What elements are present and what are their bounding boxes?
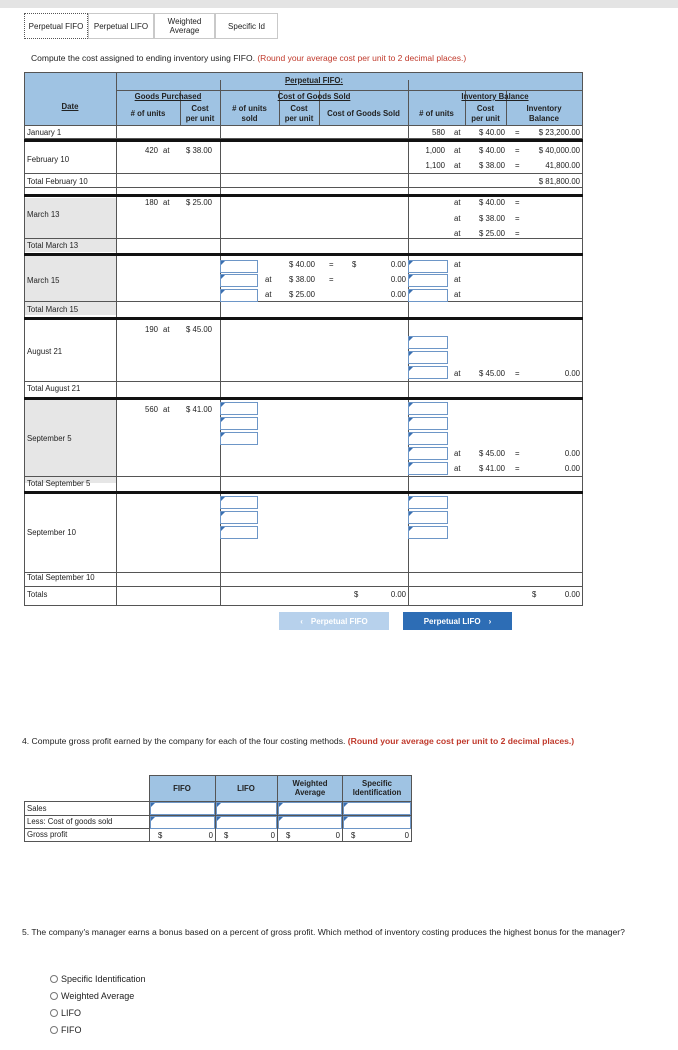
aug21-inv-cost: $ 45.00 xyxy=(479,369,506,378)
radio-weighted-average[interactable] xyxy=(50,991,134,1001)
tab-weighted-average-label: Weighted Average xyxy=(167,17,202,35)
sep10-units-sold-input-2[interactable] xyxy=(220,511,258,524)
gp-specific-value: 0 xyxy=(404,831,409,840)
radio-fifo[interactable] xyxy=(50,1025,82,1035)
sep5-inv-cost-2: $ 41.00 xyxy=(479,464,506,473)
feb10-inv-units-1: 1,000 xyxy=(425,146,445,155)
header-inv-per-unit: per unit xyxy=(471,114,500,123)
mar15-units-sold-input-3[interactable] xyxy=(220,289,258,302)
sep5-purchase-at: at xyxy=(163,405,170,414)
mar15-at-3: at xyxy=(265,290,272,299)
mar13-inv-cost-1: $ 40.00 xyxy=(479,198,506,207)
row-label-totals: Totals xyxy=(27,590,48,599)
mar15-at-2: at xyxy=(265,275,272,284)
mar15-units-sold-input-2[interactable] xyxy=(220,274,258,287)
sep5-units-sold-input-2[interactable] xyxy=(220,417,258,430)
sep5-eq-1: = xyxy=(515,449,520,458)
gp-wa-value: 0 xyxy=(335,831,340,840)
mar15-inv-at-1: at xyxy=(454,260,461,269)
mar15-inv-at-2: at xyxy=(454,275,461,284)
gp-col-specific-identification: Specific Identification xyxy=(352,779,402,797)
mar15-cost-2: $ 38.00 xyxy=(289,275,316,284)
gp-row-sales: Sales xyxy=(27,804,47,813)
gp-fifo-value: 0 xyxy=(208,831,213,840)
header-inv-cost: Cost xyxy=(476,104,495,113)
instruction-note: (Round your average cost per unit to 2 decimal places.) xyxy=(257,53,467,63)
sep5-inv-units-input-5[interactable] xyxy=(408,462,448,475)
sep5-inv-balance-1: 0.00 xyxy=(564,449,580,458)
row-label-total-february-10: Total February 10 xyxy=(27,177,88,186)
mar15-eq-1: = xyxy=(329,260,334,269)
row-label-march-15: March 15 xyxy=(27,276,60,285)
mar13-at-1: at xyxy=(454,198,461,207)
gp-sales-specific-input[interactable] xyxy=(343,802,411,815)
feb10-inv-cost-2: $ 38.00 xyxy=(479,161,506,170)
header-date: Date xyxy=(61,102,79,111)
gp-col-lifo: LIFO xyxy=(237,784,255,793)
tab-perpetual-lifo[interactable]: Perpetual LIFO xyxy=(88,13,154,39)
sep5-eq-2: = xyxy=(515,464,520,473)
sep5-inv-cost-1: $ 45.00 xyxy=(479,449,506,458)
gp-sales-wa-input[interactable] xyxy=(278,802,342,815)
row-label-total-august-21: Total August 21 xyxy=(27,384,81,393)
instruction-text: Compute the cost assigned to ending inventory using FIFO. xyxy=(31,53,255,63)
aug21-at: at xyxy=(454,369,461,378)
sep5-inv-units-input-2[interactable] xyxy=(408,417,448,430)
radio-circle-icon xyxy=(50,992,58,1000)
mar13-eq-3: = xyxy=(515,229,520,238)
row-label-january-1: January 1 xyxy=(27,128,62,137)
sep5-inv-units-input-1[interactable] xyxy=(408,402,448,415)
radio-specific-identification[interactable] xyxy=(50,974,146,984)
mar15-cost-3: $ 25.00 xyxy=(289,290,316,299)
gp-sales-lifo-input[interactable] xyxy=(216,802,277,815)
aug21-purchase-cost: $ 45.00 xyxy=(186,325,213,334)
gp-lifo-value: 0 xyxy=(270,831,275,840)
mar13-eq-1: = xyxy=(515,198,520,207)
chevron-left-icon: ‹ xyxy=(300,616,303,626)
feb10-at-1: at xyxy=(454,146,461,155)
header-inventory-group: Inventory Balance xyxy=(461,92,529,101)
mar13-inv-cost-3: $ 25.00 xyxy=(479,229,506,238)
prev-button[interactable] xyxy=(279,612,389,630)
sep10-inv-units-input-2[interactable] xyxy=(408,511,448,524)
row-label-august-21: August 21 xyxy=(27,347,63,356)
sep10-units-sold-input-1[interactable] xyxy=(220,496,258,509)
prev-button-label: Perpetual FIFO xyxy=(310,616,368,626)
sep5-inv-units-input-3[interactable] xyxy=(408,432,448,445)
gp-wa-dollar: $ xyxy=(286,831,291,840)
aug21-inv-units-input-3[interactable] xyxy=(408,366,448,379)
aug21-inv-balance: 0.00 xyxy=(564,369,580,378)
totals-cogs: 0.00 xyxy=(390,590,406,599)
feb10-purchase-units: 420 xyxy=(144,146,158,155)
mar15-inv-units-input-2[interactable] xyxy=(408,274,448,287)
feb10-eq-2: = xyxy=(515,161,520,170)
tab-weighted-average[interactable] xyxy=(154,13,215,39)
sep10-inv-units-input-3[interactable] xyxy=(408,526,448,539)
radio-label: FIFO xyxy=(61,1025,82,1035)
gp-cogs-specific-input[interactable] xyxy=(343,816,411,829)
feb10-purchase-cost: $ 38.00 xyxy=(186,146,213,155)
q5-prompt: 5. The company's manager earns a bonus based on a percent of gross profit. Which method of inventory costing produces the highest bonus for the manager? xyxy=(22,927,625,937)
top-bar xyxy=(0,0,678,8)
mar15-units-sold-input-1[interactable] xyxy=(220,260,258,273)
gp-cogs-wa-input[interactable] xyxy=(278,816,342,829)
fifo-table xyxy=(24,72,583,606)
table-title: Perpetual FIFO: xyxy=(284,76,344,85)
gp-cogs-lifo-input[interactable] xyxy=(216,816,277,829)
sep5-inv-units-input-4[interactable] xyxy=(408,447,448,460)
mar15-dollar: $ xyxy=(352,260,357,269)
sep5-purchase-cost: $ 41.00 xyxy=(186,405,213,414)
gp-col-weighted-average: Weighted Average xyxy=(292,779,328,797)
totals-cogs-dollar: $ xyxy=(354,590,359,599)
header-units-sold-1: # of units xyxy=(232,104,267,113)
header-inv-balance-1: Inventory xyxy=(526,104,562,113)
feb10-total-balance: $ 81,800.00 xyxy=(538,177,580,186)
header-inv-balance-2: Balance xyxy=(529,114,559,123)
mar13-at-3: at xyxy=(454,229,461,238)
radio-label: LIFO xyxy=(61,1008,82,1018)
gp-sales-fifo-input[interactable] xyxy=(150,802,215,815)
jan1-inv-cost: $ 40.00 xyxy=(479,128,506,137)
tab-perpetual-fifo[interactable]: Perpetual FIFO xyxy=(24,13,88,39)
header-cogs-group: Cost of Goods Sold xyxy=(277,92,351,101)
header-goods-purchased: Goods Purchased xyxy=(134,92,202,101)
feb10-inv-balance-2: 41,800.00 xyxy=(545,161,580,170)
radio-lifo[interactable] xyxy=(50,1008,81,1018)
sep5-units-sold-input-1[interactable] xyxy=(220,402,258,415)
aug21-purchase-at: at xyxy=(163,325,170,334)
totals-inventory-dollar: $ xyxy=(532,590,537,599)
radio-circle-icon xyxy=(50,975,58,983)
aug21-purchase-units: 190 xyxy=(144,325,158,334)
mar15-cogs-3: 0.00 xyxy=(390,290,406,299)
sep10-units-sold-input-3[interactable] xyxy=(220,526,258,539)
row-label-total-march-15: Total March 15 xyxy=(27,305,79,314)
gp-col-fifo: FIFO xyxy=(173,784,191,793)
header-purchase-units: # of units xyxy=(130,109,166,118)
sep5-units-sold-input-3[interactable] xyxy=(220,432,258,445)
gp-fifo-dollar: $ xyxy=(158,831,163,840)
sep5-at-2: at xyxy=(454,464,461,473)
header-sold-cost: Cost xyxy=(290,104,308,113)
jan1-inv-units: 580 xyxy=(431,128,445,137)
totals-inventory: 0.00 xyxy=(564,590,580,599)
radio-label: Weighted Average xyxy=(61,991,135,1001)
sep5-at-1: at xyxy=(454,449,461,458)
sep5-inv-balance-2: 0.00 xyxy=(564,464,580,473)
feb10-inv-cost-1: $ 40.00 xyxy=(479,146,506,155)
sep5-purchase-units: 560 xyxy=(144,405,158,414)
row-label-february-10: February 10 xyxy=(27,155,70,164)
mar15-inv-at-3: at xyxy=(454,290,461,299)
mar15-cogs-1: 0.00 xyxy=(390,260,406,269)
feb10-purchase-at: at xyxy=(163,146,170,155)
sep10-inv-units-input-1[interactable] xyxy=(408,496,448,509)
gross-profit-table xyxy=(24,775,412,842)
gp-lifo-dollar: $ xyxy=(224,831,229,840)
feb10-inv-balance-1: $ 40,000.00 xyxy=(538,146,580,155)
jan1-inv-balance: $ 23,200.00 xyxy=(538,128,580,137)
q4-text: 4. Compute gross profit earned by the company for each of the four costing methods. xyxy=(22,736,346,746)
mar13-purchase-units: 180 xyxy=(144,198,158,207)
mar15-cogs-2: 0.00 xyxy=(390,275,406,284)
header-units-sold-2: sold xyxy=(241,114,258,123)
mar15-cost-1: $ 40.00 xyxy=(289,260,316,269)
mar15-eq-2: = xyxy=(329,275,334,284)
header-sold-per-unit: per unit xyxy=(284,114,314,123)
header-inv-units: # of units xyxy=(419,109,454,118)
gp-specific-dollar: $ xyxy=(351,831,356,840)
row-label-september-5: September 5 xyxy=(27,434,72,443)
mar13-at-2: at xyxy=(454,214,461,223)
mar13-purchase-cost: $ 25.00 xyxy=(186,198,213,207)
instruction xyxy=(31,53,466,63)
mar13-eq-2: = xyxy=(515,214,520,223)
header-purchase-cost: Cost xyxy=(191,104,209,113)
aug21-inv-units-input-2[interactable] xyxy=(408,351,448,364)
radio-circle-icon xyxy=(50,1026,58,1034)
mar13-inv-cost-2: $ 38.00 xyxy=(479,214,506,223)
jan1-at: at xyxy=(454,128,461,137)
radio-label: Specific Identification xyxy=(61,974,146,984)
header-cogs-col: Cost of Goods Sold xyxy=(327,109,400,118)
feb10-eq-1: = xyxy=(515,146,520,155)
radio-circle-icon xyxy=(50,1009,58,1017)
row-label-total-september-10: Total September 10 xyxy=(27,573,95,582)
q4-note: (Round your average cost per unit to 2 decimal places.) xyxy=(347,736,575,746)
mar15-inv-units-input-1[interactable] xyxy=(408,260,448,273)
aug21-eq: = xyxy=(515,369,520,378)
mar15-inv-units-input-3[interactable] xyxy=(408,289,448,302)
tab-specific-id[interactable]: Specific Id xyxy=(215,13,278,39)
header-purchase-per-unit: per unit xyxy=(185,114,215,123)
feb10-at-2: at xyxy=(454,161,461,170)
row-label-total-september-5: Total September 5 xyxy=(27,479,91,488)
next-button-label: Perpetual LIFO xyxy=(423,616,481,626)
row-label-total-march-13: Total March 13 xyxy=(27,241,79,250)
q4-prompt xyxy=(22,736,662,747)
jan1-eq: = xyxy=(515,128,520,137)
row-label-september-10: September 10 xyxy=(27,528,76,537)
gp-row-gross-profit: Gross profit xyxy=(27,830,68,839)
chevron-right-icon: › xyxy=(488,616,492,626)
next-button[interactable] xyxy=(403,612,512,630)
feb10-inv-units-2: 1,100 xyxy=(425,161,445,170)
row-label-march-13: March 13 xyxy=(27,210,60,219)
gp-row-cogs: Less: Cost of goods sold xyxy=(27,817,113,826)
aug21-inv-units-input-1[interactable] xyxy=(408,336,448,349)
mar13-purchase-at: at xyxy=(163,198,170,207)
gp-cogs-fifo-input[interactable] xyxy=(150,816,215,829)
